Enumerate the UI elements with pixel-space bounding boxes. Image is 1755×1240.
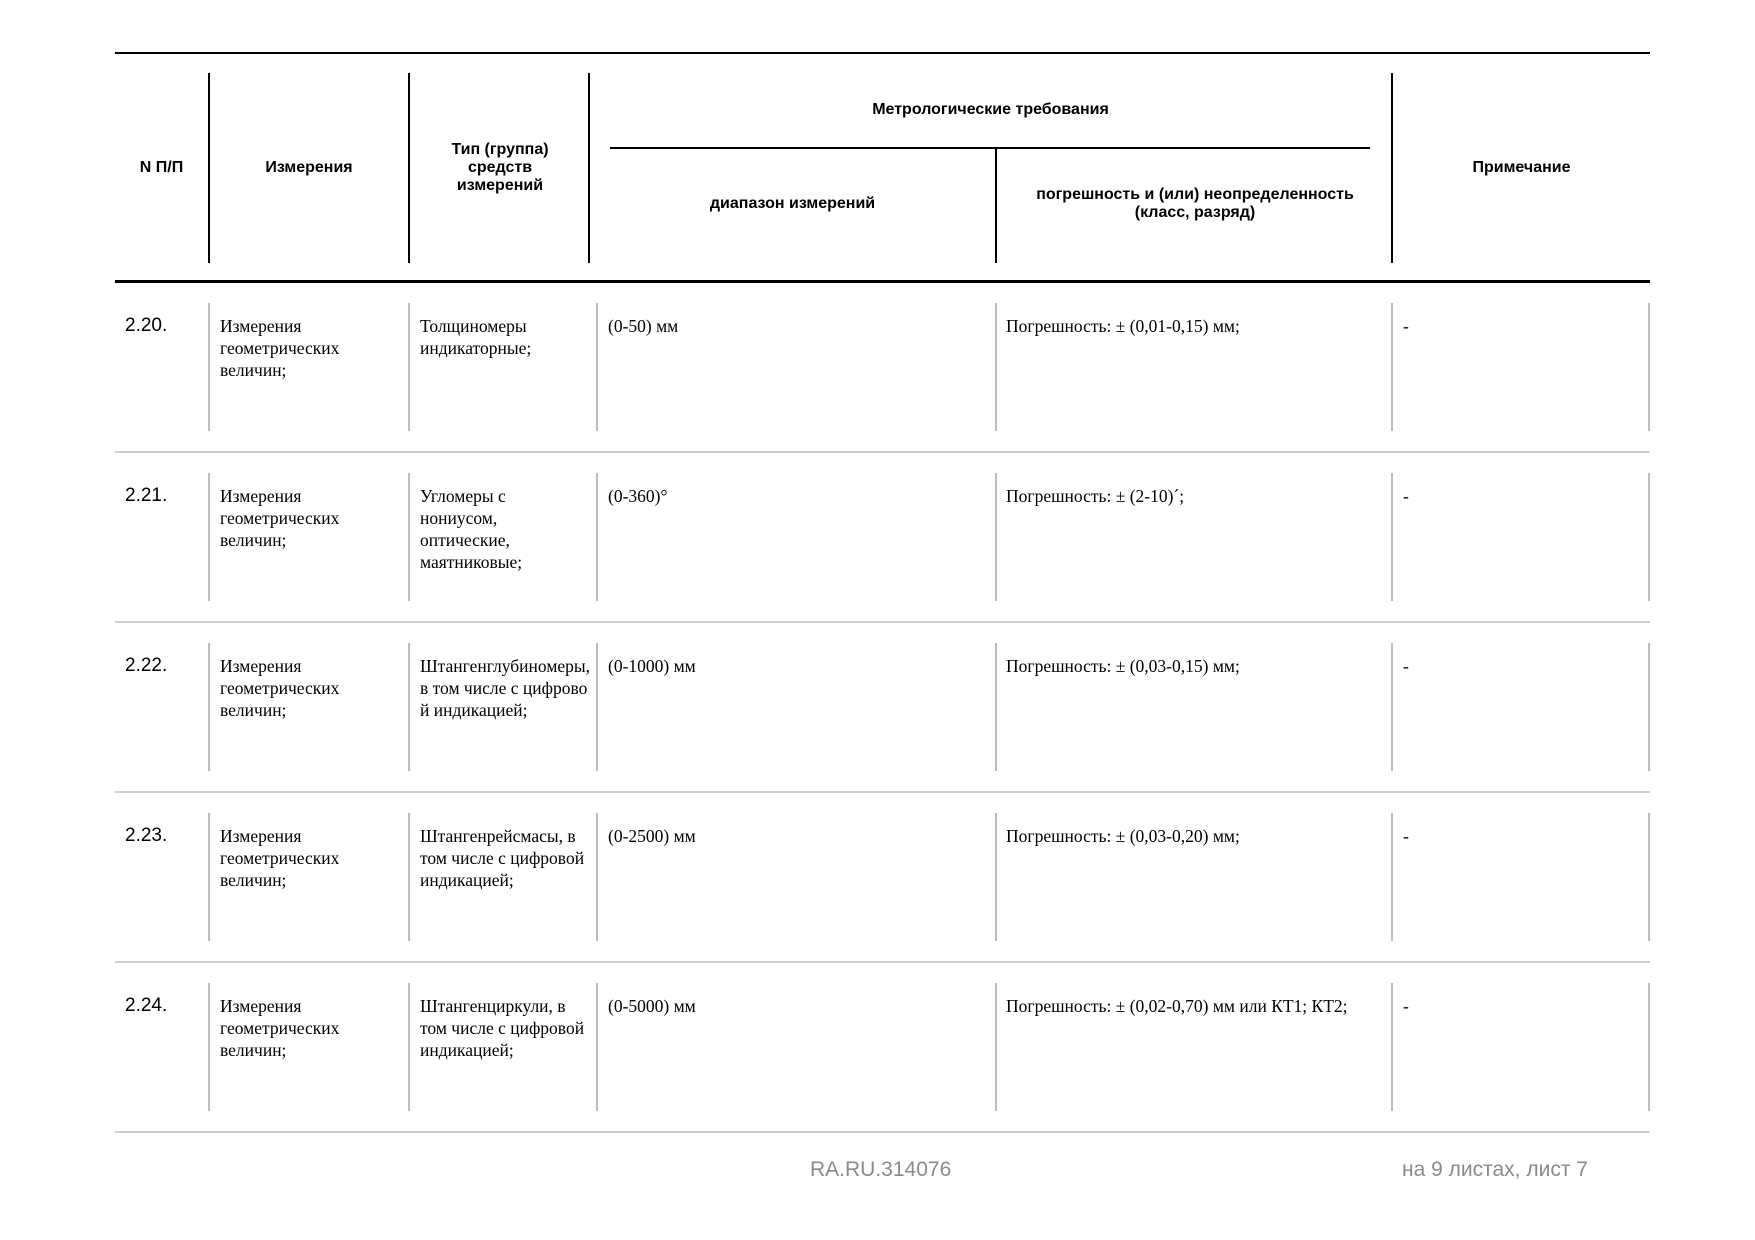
- row-accuracy: Погрешность: ± (0,01-0,15) мм;: [1006, 316, 1240, 336]
- cell-divider: [596, 983, 598, 1111]
- row-number: 2.23.: [125, 825, 168, 846]
- cell-divider: [1648, 643, 1650, 771]
- header-range: диапазон измерений: [709, 195, 876, 212]
- row-separator-2: [115, 621, 1650, 623]
- row-range: (0-2500) мм: [608, 826, 696, 846]
- row-note: -: [1403, 486, 1409, 506]
- row-note: -: [1403, 826, 1409, 846]
- row-separator-3: [115, 791, 1650, 793]
- row-separator-1: [115, 451, 1650, 453]
- cell-divider: [596, 813, 598, 941]
- cell-divider: [408, 303, 410, 431]
- row-measurement: Измерения геометрических величин;: [220, 996, 340, 1060]
- row-number: 2.21.: [125, 485, 168, 506]
- row-measurement: Измерения геометрических величин;: [220, 316, 340, 380]
- cell-divider: [995, 983, 997, 1111]
- cell-divider: [208, 983, 210, 1111]
- cell-divider: [1648, 303, 1650, 431]
- header-accuracy: погрешность и (или) неопределенность (класс, разряд): [1036, 186, 1354, 221]
- cell-divider: [408, 813, 410, 941]
- header-col-divider-4: [995, 149, 997, 263]
- row-separator-5: [115, 1131, 1650, 1133]
- cell-divider: [1648, 473, 1650, 601]
- row-range: (0-360)°: [608, 486, 668, 506]
- cell-divider: [1391, 643, 1393, 771]
- row-note: -: [1403, 996, 1409, 1016]
- header-metrological: Метрологические требования: [872, 101, 1109, 118]
- row-note: -: [1403, 316, 1409, 336]
- row-range: (0-50) мм: [608, 316, 679, 336]
- row-type: Толщиномеры индикаторные;: [420, 316, 532, 358]
- table-top-border: [115, 52, 1650, 54]
- cell-divider: [995, 473, 997, 601]
- cell-divider: [995, 813, 997, 941]
- cell-divider: [995, 643, 997, 771]
- cell-divider: [208, 643, 210, 771]
- row-measurement: Измерения геометрических величин;: [220, 656, 340, 720]
- cell-divider: [995, 303, 997, 431]
- row-note: -: [1403, 656, 1409, 676]
- row-measurement: Измерения геометрических величин;: [220, 826, 340, 890]
- row-number: 2.22.: [125, 655, 168, 676]
- header-measurements: Измерения: [265, 159, 353, 176]
- header-col-divider-2: [408, 73, 410, 263]
- cell-divider: [1391, 303, 1393, 431]
- row-measurement: Измерения геометрических величин;: [220, 486, 340, 550]
- cell-divider: [408, 983, 410, 1111]
- document-number: RA.RU.314076: [810, 1158, 952, 1181]
- header-num: N П/П: [139, 159, 184, 176]
- row-type: Штангенрейсмасы, в том числе с цифровой индикацией;: [420, 826, 585, 890]
- row-range: (0-1000) мм: [608, 656, 696, 676]
- cell-divider: [1648, 983, 1650, 1111]
- cell-divider: [408, 643, 410, 771]
- cell-divider: [1391, 473, 1393, 601]
- metrological-divider: [610, 147, 1370, 149]
- cell-divider: [208, 473, 210, 601]
- row-accuracy: Погрешность: ± (2-10)´;: [1006, 486, 1185, 506]
- cell-divider: [208, 813, 210, 941]
- row-accuracy: Погрешность: ± (0,03-0,15) мм;: [1006, 656, 1240, 676]
- cell-divider: [596, 643, 598, 771]
- row-type: Штангенциркули, в том числе с цифровой индикацией;: [420, 996, 585, 1060]
- row-type: Штангенглубиномеры, в том числе с цифровой индикацией;: [420, 656, 591, 720]
- cell-divider: [208, 303, 210, 431]
- row-number: 2.20.: [125, 315, 168, 336]
- row-range: (0-5000) мм: [608, 996, 696, 1016]
- cell-divider: [408, 473, 410, 601]
- cell-divider: [596, 303, 598, 431]
- row-type: Угломеры с нониусом, оптические, маятниковые;: [420, 486, 523, 572]
- row-accuracy: Погрешность: ± (0,02-0,70) мм или КТ1; КТ2;: [1006, 996, 1348, 1016]
- row-separator-4: [115, 961, 1650, 963]
- row-number: 2.24.: [125, 995, 168, 1016]
- row-accuracy: Погрешность: ± (0,03-0,20) мм;: [1006, 826, 1240, 846]
- cell-divider: [596, 473, 598, 601]
- cell-divider: [1391, 813, 1393, 941]
- cell-divider: [1648, 813, 1650, 941]
- sheet-info: на 9 листах, лист 7: [1402, 1158, 1588, 1181]
- cell-divider: [1391, 983, 1393, 1111]
- header-type: Тип (группа) средств измерений: [451, 141, 549, 194]
- header-note: Примечание: [1472, 159, 1571, 176]
- header-bottom-border: [115, 280, 1650, 283]
